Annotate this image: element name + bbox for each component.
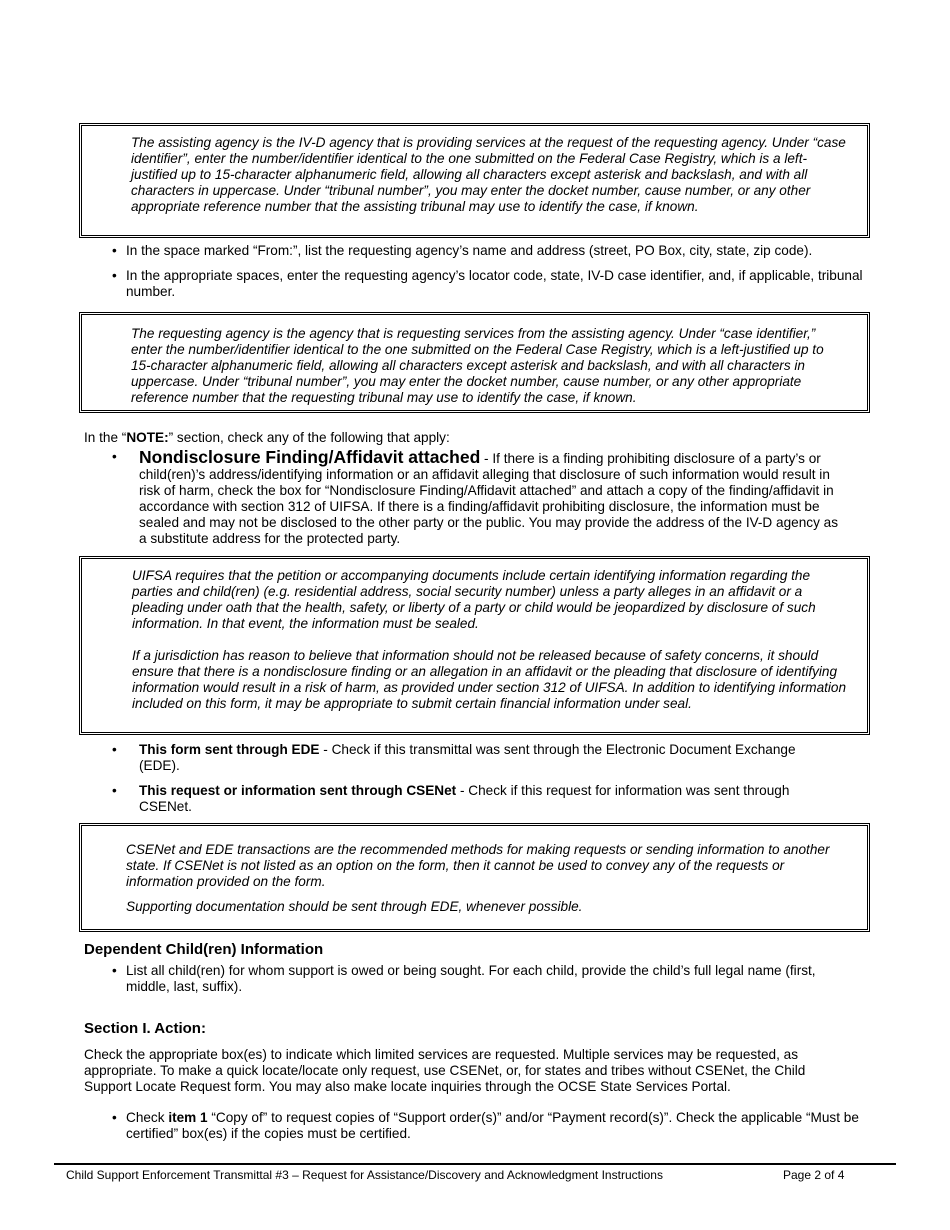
ede-title: This form sent through EDE	[139, 742, 320, 757]
bullet-icon: •	[112, 742, 117, 757]
bullet-nondisclosure	[112, 449, 842, 547]
requesting-agency-note-text: The requesting agency is the agency that is requesting services from the assisting agency. Under “case identifier,” enter the number/identifier identical to the one submitted on the Federal Case Registry, which is a left-justified up to 15-character alphanumeric field, allowing all characters except asterisk and backslash, and with all characters in uppercase. Under “tribunal number”, you may enter the docket number, cause number, or any other appropriate reference number that the requesting tribunal may use to identify the case, if known.	[131, 326, 824, 405]
bullet-icon: •	[112, 268, 117, 283]
csenet-ede-note-para1: CSENet and EDE transactions are the recommended methods for making requests or sending information to another state. If CSENet is not listed as an option on the form, then it cannot be used to convey any of the requests or information provided on the form.	[126, 842, 830, 889]
bullet-ede	[112, 742, 822, 774]
bullet-text: In the space marked “From:”, list the requesting agency’s name and address (street, PO Box, city, state, zip code).	[126, 243, 813, 258]
dependent-children-heading: Dependent Child(ren) Information	[84, 941, 324, 958]
bullet-item-1: • Check item 1 “Copy of” to request copies of “Support order(s)” and/or “Payment record(s)”. Check the applicable “Must be certified” box(es) if the copies must be certified.	[112, 1110, 859, 1141]
nondisclosure-text: - If there is a finding prohibiting disclosure of a party’s or child(ren)’s address/identifying information or an affidavit alleging that disclosure of such information would result in risk of harm, check the box for “Nondisclosure Finding/Affidavit attached” and attach a copy of the finding/affidavit in accordance with section 312 of UIFSA. If there is a finding/affidavit prohibiting disclosure, the information must be sealed and may not be disclosed to the other party or the public. You may provide the address of the IV-D agency as a substitute address for the protected party.	[139, 451, 838, 546]
section-1-paragraph: Check the appropriate box(es) to indicate which limited services are requested. Multiple services may be requested, as appropriate. To make a quick locate/locate only request, use CSENet, or, for states and tribes without CSENet, the Child Support Locate Request form. You may also make locate inquiries through the OCSE State Services Portal.	[84, 1047, 806, 1094]
footer-title: Child Support Enforcement Transmittal #3 – Request for Assistance/Discovery and Acknowledgment Instructions	[66, 1168, 663, 1182]
bullet-text: List all child(ren) for whom support is owed or being sought. For each child, provide the child’s full legal name (first, middle, last, suffix).	[126, 963, 816, 994]
footer-rule	[54, 1163, 896, 1165]
assisting-agency-note-text: The assisting agency is the IV-D agency that is providing services at the request of the requesting agency. Under “case identifier”, enter the number/identifier identical to the one submitted on the Federal Case Registry, which is a left-justified up to 15-character alphanumeric field, allowing all characters except asterisk and backslash, and with all characters in uppercase. Under “tribunal number”, you may enter the docket number, cause number, or any other appropriate reference number that the assisting tribunal may use to identify the case, if known.	[131, 135, 846, 214]
footer-page-number: Page 2 of 4	[783, 1168, 845, 1182]
bullet-dependent-children	[112, 963, 832, 995]
nondisclosure-title: Nondisclosure Finding/Affidavit attached	[139, 447, 481, 467]
note-intro: In the “NOTE:” section, check any of the following that apply:	[84, 430, 450, 445]
bullet-locator-code	[112, 268, 872, 300]
requesting-agency-note-box	[79, 312, 870, 413]
bullet-icon: •	[112, 783, 117, 798]
uifsa-note-para2: If a jurisdiction has reason to believe that information should not be released because of safety concerns, it should ensure that there is a nondisclosure finding or an allegation in an affidavit or the pleading that disclosure of identifying information would result in a risk of harm, as provided under section 312 of UIFSA. In addition to identifying information included on this form, it may be appropriate to submit certain financial information under seal.	[132, 648, 847, 711]
item-1-label: item 1	[168, 1110, 208, 1125]
csenet-title: This request or information sent through CSENet	[139, 783, 457, 798]
bullet-from-field	[112, 243, 872, 259]
bullet-icon: •	[112, 243, 117, 258]
section-1-heading: Section I. Action:	[84, 1020, 206, 1037]
bullet-icon: •	[112, 449, 117, 464]
csenet-ede-note-box	[79, 823, 870, 932]
bullet-icon: •	[112, 963, 117, 978]
csenet-ede-note-para2: Supporting documentation should be sent through EDE, whenever possible.	[126, 899, 583, 914]
bullet-csenet	[112, 783, 822, 815]
uifsa-note-para1: UIFSA requires that the petition or accompanying documents include certain identifying information regarding the parties and child(ren) (e.g. residential address, social security number) unless a party alleges in an affidavit or a pleading under oath that the health, safety, or liberty of a party or child would be jeopardized by disclosure of such information. In that event, the information must be sealed.	[132, 568, 816, 631]
bullet-icon: •	[112, 1110, 117, 1125]
bullet-text: In the appropriate spaces, enter the requesting agency’s locator code, state, IV-D case identifier, and, if applicable, tribunal number.	[126, 268, 863, 299]
ede-text: - Check if this transmittal was sent through the Electronic Document Exchange (EDE).	[139, 742, 796, 773]
assisting-agency-note-box	[79, 123, 870, 238]
csenet-text: - Check if this request for information was sent through CSENet.	[139, 783, 790, 814]
uifsa-note-box	[79, 556, 870, 735]
